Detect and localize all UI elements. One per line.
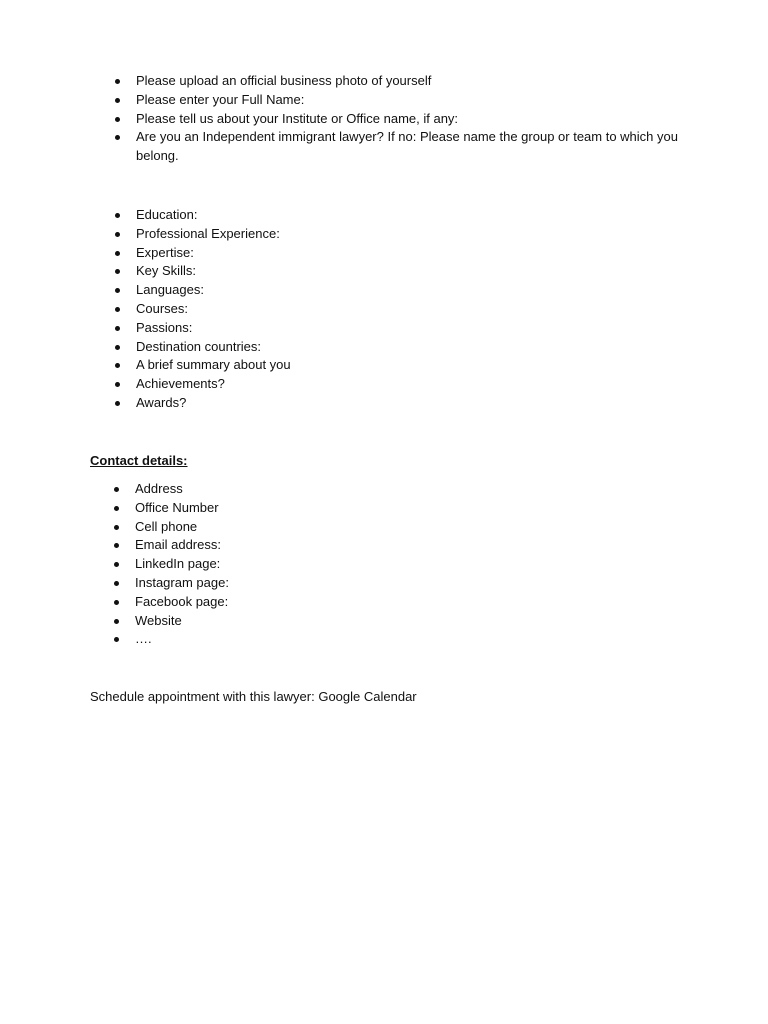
list-item-text: Instagram page: bbox=[135, 574, 229, 590]
list-item bbox=[135, 630, 535, 649]
list-item bbox=[135, 574, 535, 593]
bullet-icon bbox=[115, 382, 120, 387]
list-item bbox=[136, 225, 536, 244]
list-item-text: Languages: bbox=[136, 282, 204, 298]
list-item bbox=[135, 480, 535, 499]
list-item-text: Expertise: bbox=[136, 244, 194, 260]
list-item-text: Facebook page: bbox=[135, 593, 229, 609]
list-item bbox=[135, 499, 535, 518]
bullet-icon bbox=[115, 98, 120, 103]
bullet-icon bbox=[115, 251, 120, 256]
profile-questions-list bbox=[136, 72, 681, 166]
bullet-icon bbox=[115, 79, 120, 84]
list-item bbox=[136, 128, 681, 166]
bullet-icon bbox=[115, 363, 120, 368]
list-item bbox=[135, 536, 535, 555]
list-item-text: Courses: bbox=[136, 300, 189, 316]
list-item-text: A brief summary about you bbox=[136, 357, 291, 373]
list-item-text: LinkedIn page: bbox=[135, 556, 221, 572]
bullet-icon bbox=[114, 600, 119, 605]
list-item bbox=[136, 356, 536, 375]
bullet-icon bbox=[114, 581, 119, 586]
list-item-text: Address bbox=[135, 481, 183, 496]
bullet-icon bbox=[114, 506, 119, 511]
bullet-icon bbox=[114, 619, 119, 624]
bullet-icon bbox=[114, 487, 119, 492]
bullet-icon bbox=[114, 543, 119, 548]
bullet-icon bbox=[115, 288, 120, 293]
bullet-icon bbox=[115, 117, 120, 122]
list-item bbox=[136, 72, 681, 91]
list-item-text: Key Skills: bbox=[136, 263, 196, 279]
list-item-text: Education: bbox=[136, 207, 198, 222]
list-item-text: Destination countries: bbox=[136, 338, 262, 354]
list-item-text: Please enter your Full Name: bbox=[136, 91, 305, 107]
schedule-appointment-line: Schedule appointment with this lawyer: Google Calendar bbox=[90, 689, 417, 704]
list-item-text: …. bbox=[135, 631, 152, 647]
list-item-text: Awards? bbox=[136, 394, 187, 410]
list-item bbox=[136, 319, 536, 338]
list-item bbox=[136, 338, 536, 357]
profile-fields-list bbox=[136, 206, 536, 413]
list-item-text: Email address: bbox=[135, 537, 221, 553]
contact-details-heading: Contact details: bbox=[90, 453, 188, 468]
list-item bbox=[136, 244, 536, 263]
bullet-icon bbox=[115, 135, 120, 140]
list-item-text: Professional Experience: bbox=[136, 225, 280, 241]
list-item-text: Please tell us about your Institute or Office name, if any: bbox=[136, 110, 459, 126]
list-item-text: Please upload an official business photo of yourself bbox=[136, 73, 432, 88]
bullet-icon bbox=[115, 307, 120, 312]
list-item bbox=[136, 110, 681, 129]
list-item bbox=[136, 262, 536, 281]
bullet-icon bbox=[115, 401, 120, 406]
list-item bbox=[136, 91, 681, 110]
bullet-icon bbox=[115, 326, 120, 331]
list-item bbox=[136, 281, 536, 300]
bullet-icon bbox=[115, 269, 120, 274]
bullet-icon bbox=[115, 232, 120, 237]
list-item bbox=[135, 593, 535, 612]
list-item-text: Passions: bbox=[136, 319, 193, 335]
bullet-icon bbox=[114, 525, 119, 530]
bullet-icon bbox=[114, 637, 119, 642]
list-item-text: Achievements? bbox=[136, 376, 225, 392]
list-item-text: Office Number bbox=[135, 499, 219, 515]
list-item bbox=[136, 375, 536, 394]
list-item-text: Are you an Independent immigrant lawyer? If no: Please name the group or team to which you belong. bbox=[136, 129, 678, 164]
contact-details-list bbox=[135, 480, 535, 649]
list-item bbox=[135, 518, 535, 537]
list-item-text: Cell phone bbox=[135, 518, 198, 534]
list-item bbox=[136, 300, 536, 319]
bullet-icon bbox=[114, 562, 119, 567]
list-item bbox=[136, 206, 536, 225]
list-item bbox=[135, 555, 535, 574]
list-item-text: Website bbox=[135, 612, 182, 628]
list-item bbox=[135, 612, 535, 631]
list-item bbox=[136, 394, 536, 413]
bullet-icon bbox=[115, 345, 120, 350]
bullet-icon bbox=[115, 213, 120, 218]
